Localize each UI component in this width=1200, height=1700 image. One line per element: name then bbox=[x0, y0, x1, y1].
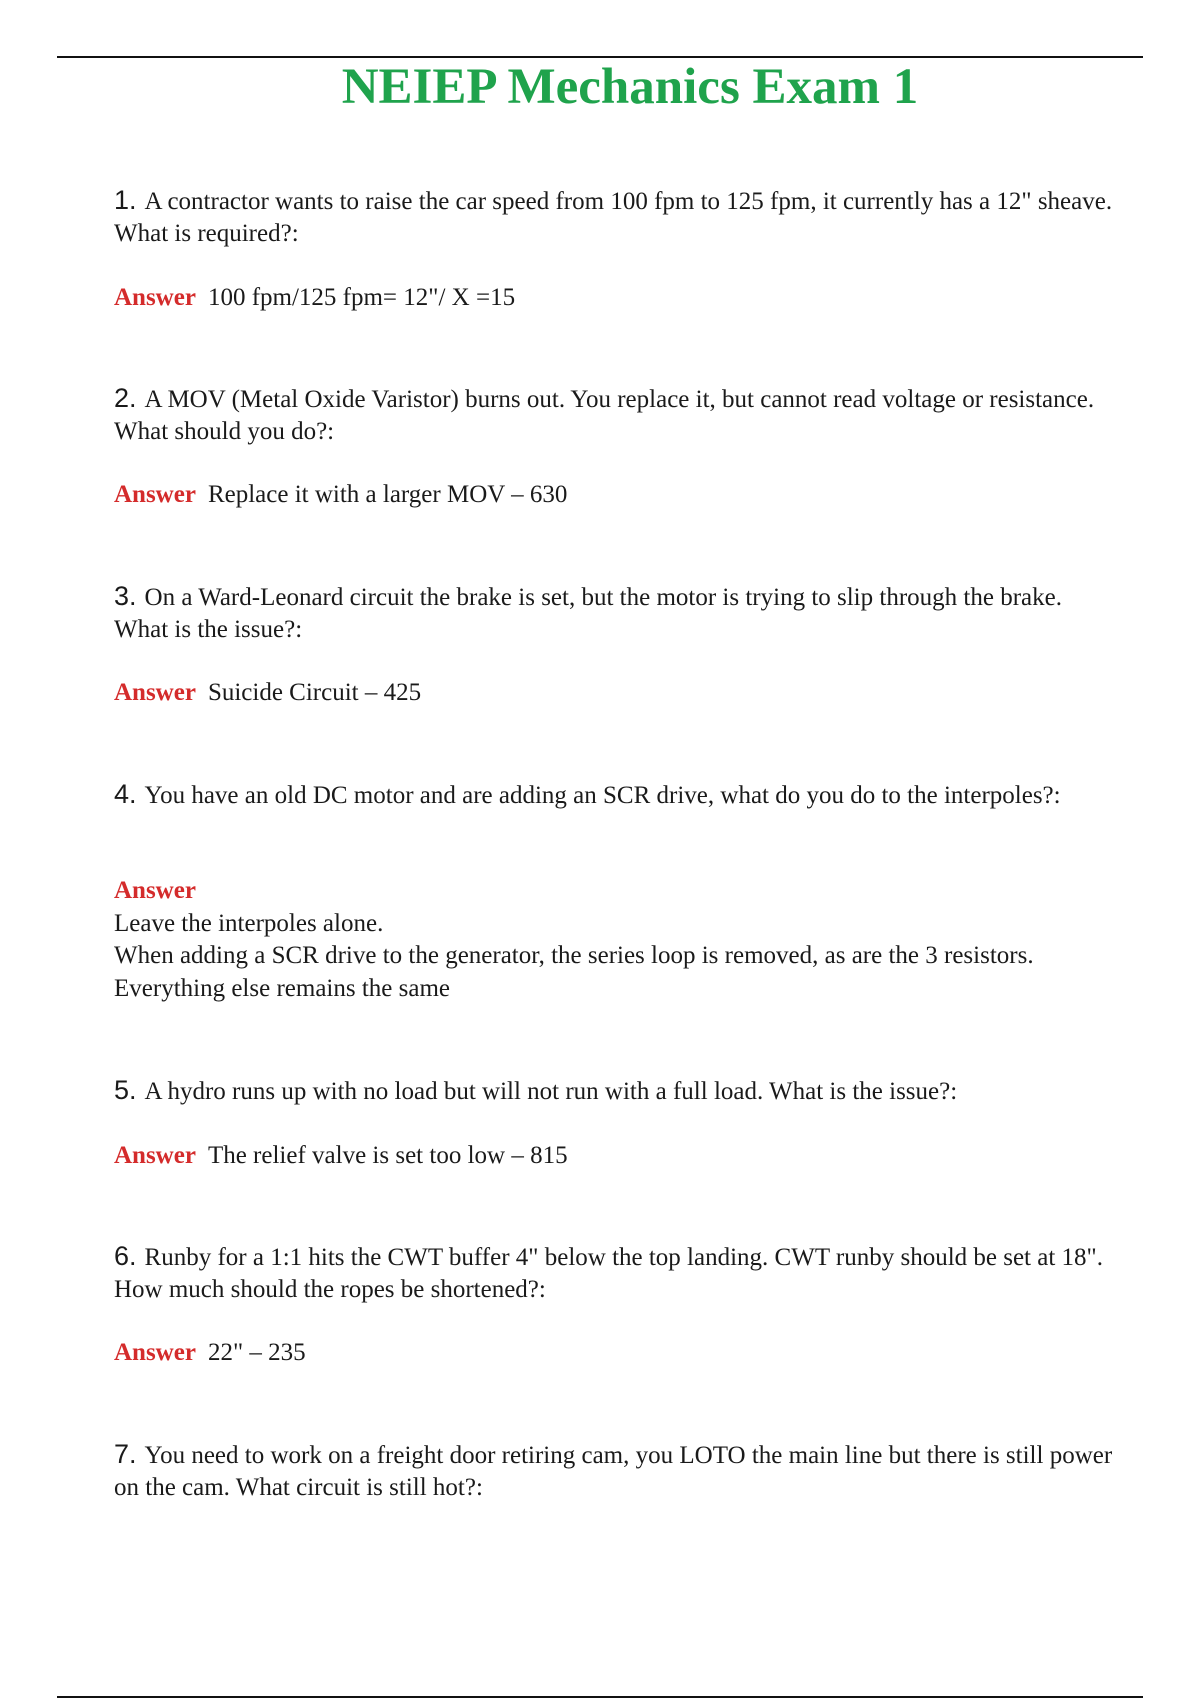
question-number: 5. bbox=[114, 1075, 137, 1105]
answer-label: Answer bbox=[114, 679, 196, 706]
answer-label: Answer bbox=[114, 1339, 196, 1366]
answer-block bbox=[114, 875, 1134, 1005]
answer-text-line: Leave the interpoles alone. bbox=[114, 909, 384, 937]
question-number: 7. bbox=[114, 1439, 137, 1469]
question-text bbox=[114, 778, 1114, 812]
question-number: 3. bbox=[114, 581, 137, 611]
answer-text-line: Everything else remains the same bbox=[114, 974, 450, 1002]
question-body: Runby for a 1:1 hits the CWT buffer 4" below the top landing. CWT runby should be set at 18". How much should the ropes be shortened?: bbox=[114, 1244, 1104, 1303]
question-2 bbox=[114, 382, 1114, 508]
question-body: A MOV (Metal Oxide Varistor) burns out. You replace it, but cannot read voltage or resistance. What should you do?: bbox=[114, 386, 1095, 445]
question-text bbox=[114, 580, 1114, 646]
answer-line bbox=[114, 1337, 306, 1369]
answer-text: 22" – 235 bbox=[207, 1339, 306, 1366]
answer-text: Suicide Circuit – 425 bbox=[207, 679, 422, 706]
page-title: NEIEP Mechanics Exam 1 bbox=[341, 59, 919, 115]
answer-line bbox=[114, 282, 515, 314]
answer-text: The relief valve is set too low – 815 bbox=[207, 1142, 568, 1169]
question-text bbox=[114, 1240, 1114, 1306]
question-3 bbox=[114, 580, 1114, 706]
question-1 bbox=[114, 184, 1114, 311]
question-7 bbox=[114, 1438, 1114, 1504]
question-text bbox=[114, 184, 1114, 250]
question-text bbox=[114, 1438, 1114, 1504]
question-body: On a Ward-Leonard circuit the brake is set, but the motor is trying to slip through the brake. What is the issue?: bbox=[114, 584, 1062, 643]
answer-text: Replace it with a larger MOV – 630 bbox=[207, 481, 568, 508]
question-number: 2. bbox=[114, 383, 137, 413]
question-text bbox=[114, 382, 1114, 448]
question-number: 6. bbox=[114, 1241, 137, 1271]
answer-label: Answer bbox=[114, 1142, 196, 1169]
bottom-rule bbox=[57, 1696, 1143, 1698]
question-body: You need to work on a freight door retiring cam, you LOTO the main line but there is still power on the cam. What circuit is still hot?: bbox=[114, 1442, 1113, 1501]
answer-text: 100 fpm/125 fpm= 12"/ X =15 bbox=[207, 284, 516, 311]
answer-text-line: When adding a SCR drive to the generator, the series loop is removed, as are the 3 resistors. bbox=[114, 942, 1034, 969]
question-text bbox=[114, 1074, 1114, 1108]
question-number: 1. bbox=[114, 185, 137, 215]
question-body: A hydro runs up with no load but will not run with a full load. What is the issue?: bbox=[144, 1078, 958, 1105]
answer-line bbox=[114, 1140, 568, 1172]
answer-line bbox=[114, 479, 567, 511]
question-body: You have an old DC motor and are adding an SCR drive, what do you do to the interpoles?: bbox=[144, 782, 1061, 809]
answer-label: Answer bbox=[114, 481, 196, 508]
answer-label: Answer bbox=[114, 877, 196, 904]
question-4 bbox=[114, 778, 1114, 1002]
question-body: A contractor wants to raise the car speed from 100 fpm to 125 fpm, it currently has a 12" sheave. What is required?: bbox=[114, 188, 1113, 247]
question-number: 4. bbox=[114, 779, 137, 809]
answer-label: Answer bbox=[114, 284, 196, 311]
question-5 bbox=[114, 1074, 1114, 1169]
question-6 bbox=[114, 1240, 1114, 1366]
answer-line bbox=[114, 677, 421, 709]
